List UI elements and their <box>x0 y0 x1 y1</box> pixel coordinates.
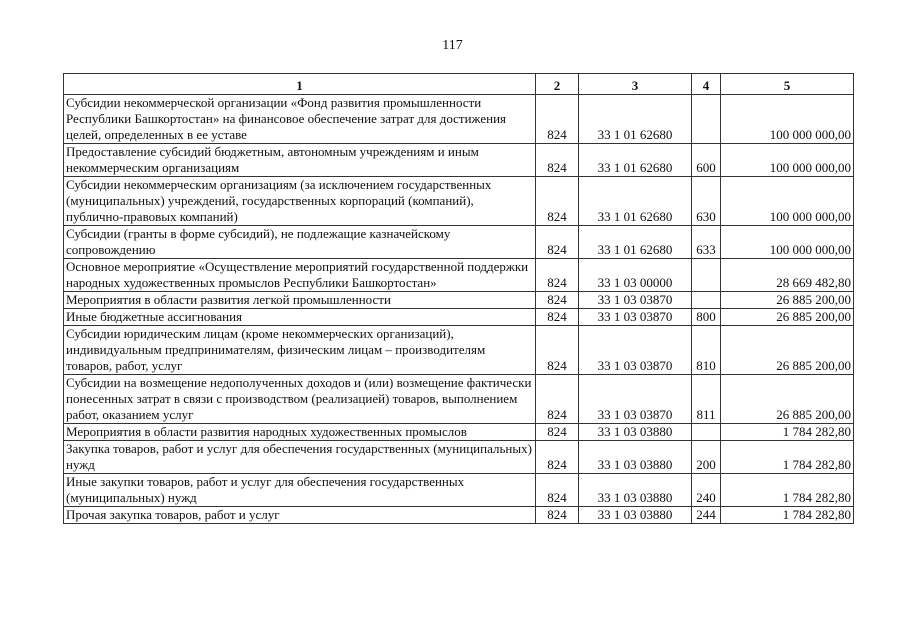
table-row <box>64 177 854 226</box>
table-row <box>64 144 854 177</box>
row-expense-type-cell: 810 <box>692 326 721 375</box>
row-name-cell: Закупка товаров, работ и услуг для обеспечения государственных (муниципальных) нужд <box>64 441 536 474</box>
row-target-article-cell: 33 1 03 03880 <box>579 474 692 507</box>
row-name-cell: Иные закупки товаров, работ и услуг для обеспечения государственных (муниципальных) нужд <box>64 474 536 507</box>
header-cell-1: 1 <box>64 74 536 95</box>
row-department-code-cell: 824 <box>536 177 579 226</box>
row-name-cell: Иные бюджетные ассигнования <box>64 309 536 326</box>
row-department-code-cell: 824 <box>536 259 579 292</box>
row-amount-cell: 1 784 282,80 <box>721 474 854 507</box>
row-name-cell: Мероприятия в области развития народных художественных промыслов <box>64 424 536 441</box>
table-row <box>64 226 854 259</box>
table-row <box>64 507 854 524</box>
header-cell-4: 4 <box>692 74 721 95</box>
header-cell-5: 5 <box>721 74 854 95</box>
row-name-cell: Субсидии на возмещение недополученных доходов и (или) возмещение фактически понесенных затрат в связи с производством (реализацией) товаров, выполнением работ, оказанием услуг <box>64 375 536 424</box>
row-department-code-cell: 824 <box>536 326 579 375</box>
table-row <box>64 259 854 292</box>
row-department-code-cell: 824 <box>536 441 579 474</box>
row-department-code-cell: 824 <box>536 226 579 259</box>
row-name-cell: Субсидии некоммерческой организации «Фонд развития промышленности Республики Башкортостан» на финансовое обеспечение затрат для достижения целей, определенных в ее уставе <box>64 95 536 144</box>
row-target-article-cell: 33 1 03 03870 <box>579 326 692 375</box>
row-expense-type-cell: 630 <box>692 177 721 226</box>
row-department-code-cell: 824 <box>536 95 579 144</box>
row-target-article-cell: 33 1 03 03880 <box>579 507 692 524</box>
row-target-article-cell: 33 1 03 03880 <box>579 441 692 474</box>
row-department-code-cell: 824 <box>536 474 579 507</box>
table-row <box>64 309 854 326</box>
row-target-article-cell: 33 1 03 03880 <box>579 424 692 441</box>
row-amount-cell: 100 000 000,00 <box>721 144 854 177</box>
row-name-cell: Основное мероприятие «Осуществление мероприятий государственной поддержки народных художественных промыслов Республики Башкортостан» <box>64 259 536 292</box>
row-name-cell: Мероприятия в области развития легкой промышленности <box>64 292 536 309</box>
row-target-article-cell: 33 1 03 03870 <box>579 309 692 326</box>
row-target-article-cell: 33 1 01 62680 <box>579 144 692 177</box>
row-target-article-cell: 33 1 03 03870 <box>579 292 692 309</box>
table-row <box>64 292 854 309</box>
row-amount-cell: 100 000 000,00 <box>721 95 854 144</box>
row-target-article-cell: 33 1 01 62680 <box>579 177 692 226</box>
header-row <box>64 74 854 95</box>
row-department-code-cell: 824 <box>536 292 579 309</box>
row-amount-cell: 26 885 200,00 <box>721 309 854 326</box>
row-amount-cell: 100 000 000,00 <box>721 226 854 259</box>
row-amount-cell: 1 784 282,80 <box>721 441 854 474</box>
row-expense-type-cell <box>692 292 721 309</box>
row-name-cell: Прочая закупка товаров, работ и услуг <box>64 507 536 524</box>
table-row <box>64 95 854 144</box>
row-amount-cell: 1 784 282,80 <box>721 424 854 441</box>
row-amount-cell: 26 885 200,00 <box>721 292 854 309</box>
row-expense-type-cell: 800 <box>692 309 721 326</box>
row-amount-cell: 1 784 282,80 <box>721 507 854 524</box>
row-expense-type-cell <box>692 95 721 144</box>
row-amount-cell: 26 885 200,00 <box>721 375 854 424</box>
row-name-cell: Субсидии (гранты в форме субсидий), не подлежащие казначейскому сопровождению <box>64 226 536 259</box>
row-amount-cell: 100 000 000,00 <box>721 177 854 226</box>
table-row <box>64 375 854 424</box>
table-body <box>64 95 854 524</box>
row-name-cell: Субсидии некоммерческим организациям (за исключением государственных (муниципальных) учреждений, государственных корпораций (компаний), публично-правовых компаний) <box>64 177 536 226</box>
row-target-article-cell: 33 1 01 62680 <box>579 226 692 259</box>
row-department-code-cell: 824 <box>536 144 579 177</box>
row-name-cell: Предоставление субсидий бюджетным, автономным учреждениям и иным некоммерческим организациям <box>64 144 536 177</box>
row-department-code-cell: 824 <box>536 309 579 326</box>
row-target-article-cell: 33 1 03 03870 <box>579 375 692 424</box>
row-department-code-cell: 824 <box>536 375 579 424</box>
row-department-code-cell: 824 <box>536 507 579 524</box>
row-name-cell: Субсидии юридическим лицам (кроме некоммерческих организаций), индивидуальным предпринимателям, физическим лицам – производителям товаров, работ, услуг <box>64 326 536 375</box>
row-expense-type-cell: 244 <box>692 507 721 524</box>
row-expense-type-cell: 200 <box>692 441 721 474</box>
row-expense-type-cell <box>692 259 721 292</box>
table-row <box>64 326 854 375</box>
row-target-article-cell: 33 1 03 00000 <box>579 259 692 292</box>
table-row <box>64 424 854 441</box>
table-row <box>64 474 854 507</box>
row-expense-type-cell: 240 <box>692 474 721 507</box>
row-amount-cell: 26 885 200,00 <box>721 326 854 375</box>
row-expense-type-cell <box>692 424 721 441</box>
page-number: 117 <box>442 38 463 53</box>
row-target-article-cell: 33 1 01 62680 <box>579 95 692 144</box>
row-expense-type-cell: 811 <box>692 375 721 424</box>
row-department-code-cell: 824 <box>536 424 579 441</box>
header-cell-3: 3 <box>579 74 692 95</box>
row-expense-type-cell: 633 <box>692 226 721 259</box>
row-amount-cell: 28 669 482,80 <box>721 259 854 292</box>
header-cell-2: 2 <box>536 74 579 95</box>
budget-table <box>63 73 854 524</box>
row-expense-type-cell: 600 <box>692 144 721 177</box>
table-row <box>64 441 854 474</box>
